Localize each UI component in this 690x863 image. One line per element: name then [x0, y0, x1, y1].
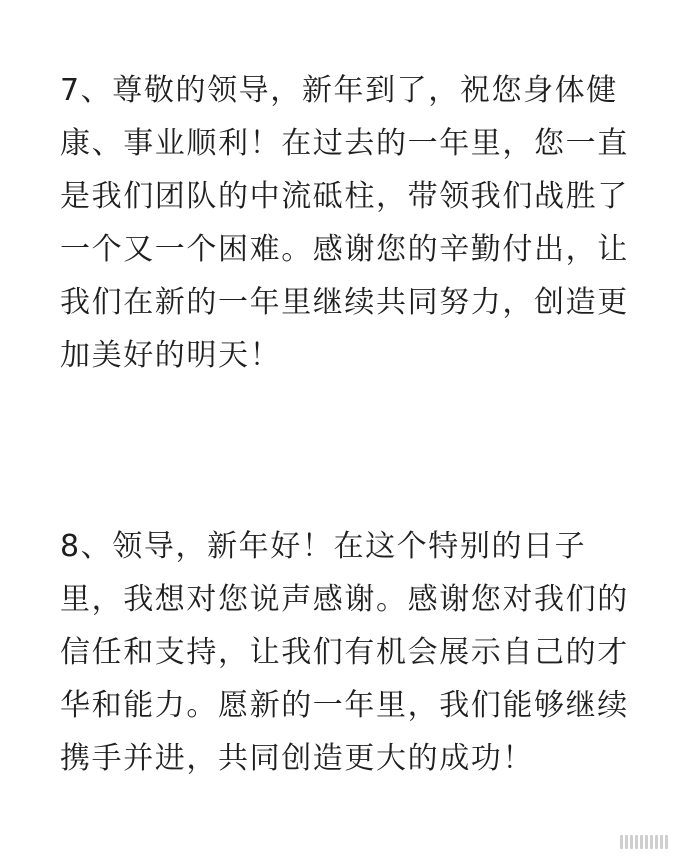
- paragraph-line: 7、尊敬的领导，新年到了，祝您身体健: [60, 73, 618, 108]
- paragraph-line: 康、事业顺利！在过去的一年里，您一直: [60, 126, 629, 161]
- paragraph-line: 里，我想对您说声感谢。感谢您对我们的: [60, 582, 629, 617]
- paragraph-7: [60, 64, 640, 382]
- paragraph-line: 一个又一个困难。感谢您的辛勤付出，让: [60, 232, 629, 267]
- paragraph-line: 8、领导，新年好！在这个特别的日子: [60, 529, 587, 564]
- paragraph-line: 是我们团队的中流砥柱，带领我们战胜了: [60, 179, 629, 214]
- paragraph-8: [60, 520, 640, 785]
- paragraph-line: 携手并进，共同创造更大的成功！: [60, 741, 534, 776]
- paragraph-line: 信任和支持，让我们有机会展示自己的才: [60, 635, 629, 670]
- paragraph-line: 华和能力。愿新的一年里，我们能够继续: [60, 688, 629, 723]
- paragraph-line: 我们在新的一年里继续共同努力，创造更: [60, 285, 629, 320]
- paragraph-line: 加美好的明天！: [60, 338, 282, 373]
- watermark-bars-icon: [620, 833, 670, 849]
